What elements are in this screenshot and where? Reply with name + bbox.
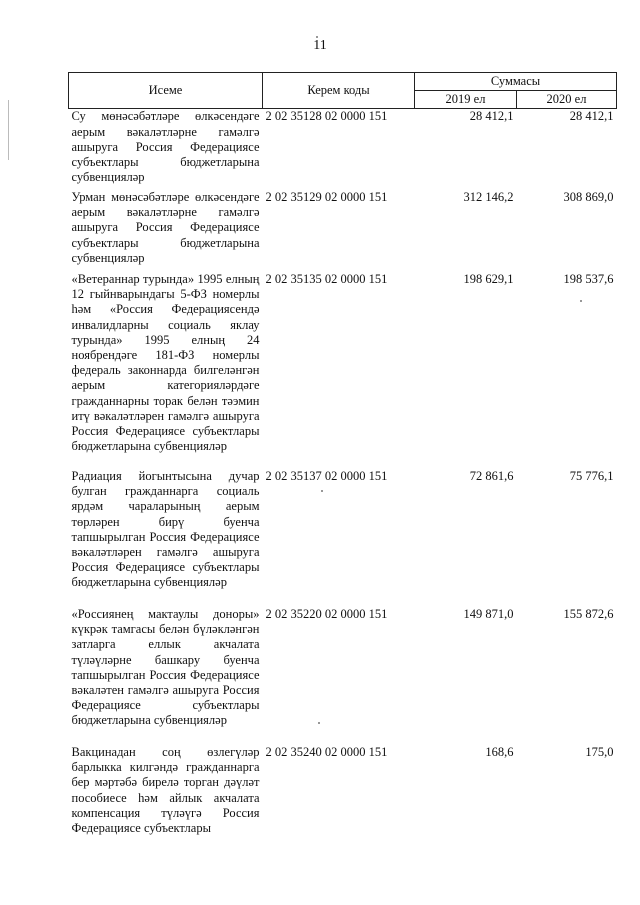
scan-speck bbox=[316, 36, 318, 38]
table-row bbox=[69, 190, 617, 272]
header-year-2019: 2019 ел bbox=[415, 91, 517, 109]
row-code: 2 02 35137 02 0000 151 bbox=[265, 468, 388, 483]
row-value-2019: 312 146,2 bbox=[463, 189, 514, 204]
row-value-2020: 308 869,0 bbox=[563, 189, 614, 204]
row-value-2020: 175,0 bbox=[585, 744, 614, 759]
header-sum: Суммасы bbox=[415, 73, 617, 91]
row-value-2020: 155 872,6 bbox=[563, 606, 614, 621]
row-code: 2 02 35129 02 0000 151 bbox=[265, 189, 388, 204]
table-body bbox=[69, 109, 617, 836]
row-name: Су мөнәсәбәтләре өлкәсендәге аерым вәкаләтләрне гамәлгә ашыруга Россия Федерациясе субъектлары бюджетларына субвенцияләр bbox=[71, 109, 260, 185]
row-name: Вакцинадан соң өзлегүләр барлыкка килгәндә гражданнарга бер мәртәбә бирелә торган дәүләт пособиесе һәм айлык акчалата компенсация түләүгә Россия Федерациясе субъектлары bbox=[71, 744, 260, 835]
row-name: Урман мөнәсәбәтләре өлкәсендәге аерым вәкаләтләрне гамәлгә ашыруга Россия Федерациясе субъектлары бюджетларына субвенцияләр bbox=[71, 189, 260, 265]
table-header bbox=[69, 73, 617, 109]
row-value-2019: 72 861,6 bbox=[469, 468, 514, 483]
row-name: «Россиянең мактаулы доноры» күкрәк тамгасы белән бүләкләнгән затларга еллык акчалата түләүләрне башкару буенча тапшырылган Россия Федерациясе вәкаләтен гамәлгә ашыруга Россия Федерациясе субъектлары бюджетларына субвенцияләр bbox=[71, 606, 260, 728]
table-row bbox=[69, 272, 617, 469]
row-value-2019: 28 412,1 bbox=[469, 109, 514, 124]
row-value-2020: 198 537,6 bbox=[563, 271, 614, 286]
table-row bbox=[69, 469, 617, 607]
table-row bbox=[69, 745, 617, 836]
row-value-2019: 198 629,1 bbox=[463, 271, 514, 286]
table-row bbox=[69, 607, 617, 745]
row-value-2020: 75 776,1 bbox=[569, 468, 614, 483]
page-number: 11 bbox=[313, 38, 327, 53]
budget-table bbox=[68, 72, 617, 836]
header-year-2020: 2020 ел bbox=[517, 91, 617, 109]
row-value-2020: 28 412,1 bbox=[569, 109, 614, 124]
row-name: «Ветераннар турында» 1995 елның 12 гыйнварындагы 5-ФЗ номерлы һәм «Россия Федерациясендә инвалидларны социаль яклау турында» 1995 елның 24 ноябрендәге 181-ФЗ номерлы федераль законнарда билгеләнгән аерым категорияләрдәге гражданнарны торак белән тәэмин итү вәкаләтләрен гамәлгә ашыруга Россия Федерациясе субъектлары бюджетларына субвенцияләр bbox=[71, 271, 260, 454]
row-code: 2 02 35240 02 0000 151 bbox=[265, 744, 388, 759]
header-name: Исеме bbox=[69, 73, 263, 109]
row-code: 2 02 35135 02 0000 151 bbox=[265, 271, 388, 286]
scan-speck bbox=[8, 100, 9, 160]
row-code: 2 02 35220 02 0000 151 bbox=[265, 606, 388, 621]
row-code: 2 02 35128 02 0000 151 bbox=[265, 109, 388, 124]
row-value-2019: 149 871,0 bbox=[463, 606, 514, 621]
scan-speck bbox=[321, 490, 323, 492]
row-value-2019: 168,6 bbox=[485, 744, 514, 759]
scan-speck bbox=[318, 722, 320, 724]
scan-speck bbox=[580, 300, 582, 302]
table-row bbox=[69, 109, 617, 190]
header-code: Керем коды bbox=[263, 73, 415, 109]
row-name: Радиация йогынтысына дучар булган гражданнарга социаль ярдәм чараларының аерым төрләрен бирү буенча тапшырылган Россия Федерациясе вәкаләтләрен гамәлгә ашыруга Россия Федерациясе субъектлары бюджетларына субвенцияләр bbox=[71, 468, 260, 590]
